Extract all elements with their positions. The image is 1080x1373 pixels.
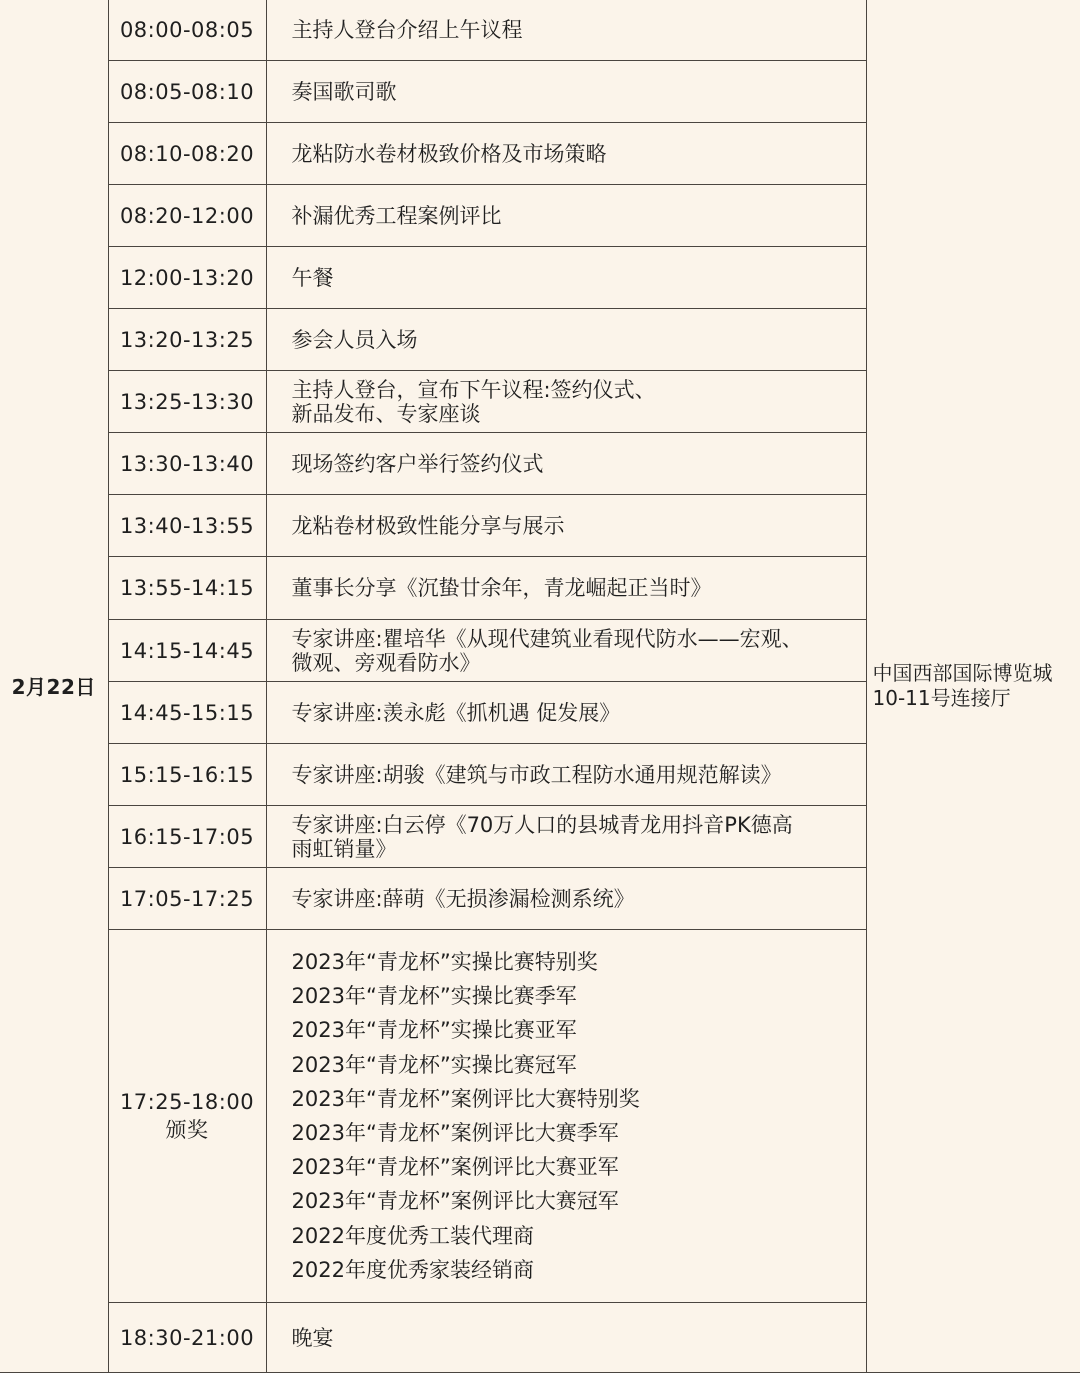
time-cell: 13:55-14:15 <box>108 557 266 620</box>
event-text: 主持人登台，宣布下午议程:签约仪式、 <box>291 377 656 402</box>
event-cell: 晚宴 <box>266 1303 866 1373</box>
event-text: 董事长分享《沉蛰廿余年，青龙崛起正当时》 <box>291 576 712 600</box>
time-cell: 13:25-13:30 <box>108 371 266 433</box>
event-cell <box>266 806 866 868</box>
time-cell: 15:15-16:15 <box>108 744 266 806</box>
event-text: 参会人员入场 <box>291 327 418 352</box>
schedule-row <box>0 0 1080 61</box>
event-text: 补漏优秀工程案例评比 <box>291 203 502 228</box>
time-cell: 08:10-08:20 <box>108 123 266 185</box>
event-cell <box>266 371 866 433</box>
award-item: 2023年“青龙杯”案例评比大赛季军 <box>291 1121 619 1145</box>
time-cell: 08:05-08:10 <box>108 61 266 123</box>
event-text: 龙粘卷材极致性能分享与展示 <box>291 513 565 538</box>
time-cell: 16:15-17:05 <box>108 806 266 868</box>
awards-label: 颁奖 <box>165 1118 209 1142</box>
award-item: 2022年度优秀工装代理商 <box>291 1223 534 1248</box>
time-cell: 13:40-13:55 <box>108 495 266 557</box>
event-cell <box>266 868 866 930</box>
award-item: 2023年“青龙杯”实操比赛季军 <box>291 984 577 1009</box>
time-cell: 14:15-14:45 <box>108 620 266 682</box>
award-item: 2023年“青龙杯”案例评比大赛亚军 <box>291 1155 619 1180</box>
time-cell: 17:05-17:25 <box>108 868 266 930</box>
event-cell <box>266 495 866 557</box>
time-cell: 08:00-08:05 <box>108 0 266 61</box>
event-text: 专家讲座:瞿培华《从现代建筑业看现代防水——宏观、 <box>291 626 803 651</box>
event-text: 龙粘防水卷材极致价格及市场策略 <box>291 141 607 166</box>
event-cell <box>266 682 866 744</box>
venue-cell <box>866 0 1080 1373</box>
event-cell <box>266 433 866 495</box>
event-cell <box>266 620 866 682</box>
time-cell: 18:30-21:00 <box>108 1303 266 1373</box>
event-cell <box>266 0 866 61</box>
date-cell: 2月22日 <box>0 0 108 1373</box>
event-text: 专家讲座:羡永彪《抓机遇 促发展》 <box>291 700 621 725</box>
event-text: 专家讲座:白云停《70万人口的县城青龙用抖音PK德高 <box>291 812 793 837</box>
event-cell <box>266 744 866 806</box>
time-cell: 14:45-15:15 <box>108 682 266 744</box>
event-text: 专家讲座:胡骏《建筑与市政工程防水通用规范解读》 <box>291 762 782 787</box>
event-cell <box>266 309 866 371</box>
venue-line-1: 中国西部国际博览城 <box>872 660 1053 685</box>
event-cell <box>266 557 866 620</box>
event-cell <box>266 185 866 247</box>
event-text: 专家讲座:薛萌《无损渗漏检测系统》 <box>291 886 635 911</box>
event-text: 午餐 <box>291 265 334 290</box>
event-text: 奏国歌司歌 <box>291 79 397 104</box>
award-item: 2023年“青龙杯”案例评比大赛冠军 <box>291 1189 619 1214</box>
event-text: 主持人登台介绍上午议程 <box>291 17 523 42</box>
time-cell: 13:20-13:25 <box>108 309 266 371</box>
event-text: 现场签约客户举行签约仪式 <box>291 451 544 476</box>
award-item: 2023年“青龙杯”实操比赛亚军 <box>291 1018 577 1043</box>
award-item: 2023年“青龙杯”实操比赛冠军 <box>291 1052 577 1077</box>
awards-time-cell <box>108 930 266 1303</box>
event-cell <box>266 123 866 185</box>
time-cell: 08:20-12:00 <box>108 185 266 247</box>
venue-line-2: 10-11号连接厅 <box>872 685 1011 710</box>
event-cell <box>266 61 866 123</box>
award-item: 2023年“青龙杯”实操比赛特别奖 <box>291 949 598 974</box>
event-text: 雨虹销量》 <box>291 836 397 861</box>
time-cell: 12:00-13:20 <box>108 247 266 309</box>
awards-time: 17:25-18:00 <box>119 1090 255 1114</box>
event-text: 新品发布、专家座谈 <box>291 401 481 426</box>
event-cell <box>266 247 866 309</box>
awards-list-cell <box>266 930 866 1303</box>
award-item: 2022年度优秀家装经销商 <box>291 1257 534 1282</box>
time-cell: 13:30-13:40 <box>108 433 266 495</box>
award-item: 2023年“青龙杯”案例评比大赛特别奖 <box>291 1086 640 1111</box>
event-text: 微观、旁观看防水》 <box>291 650 481 675</box>
